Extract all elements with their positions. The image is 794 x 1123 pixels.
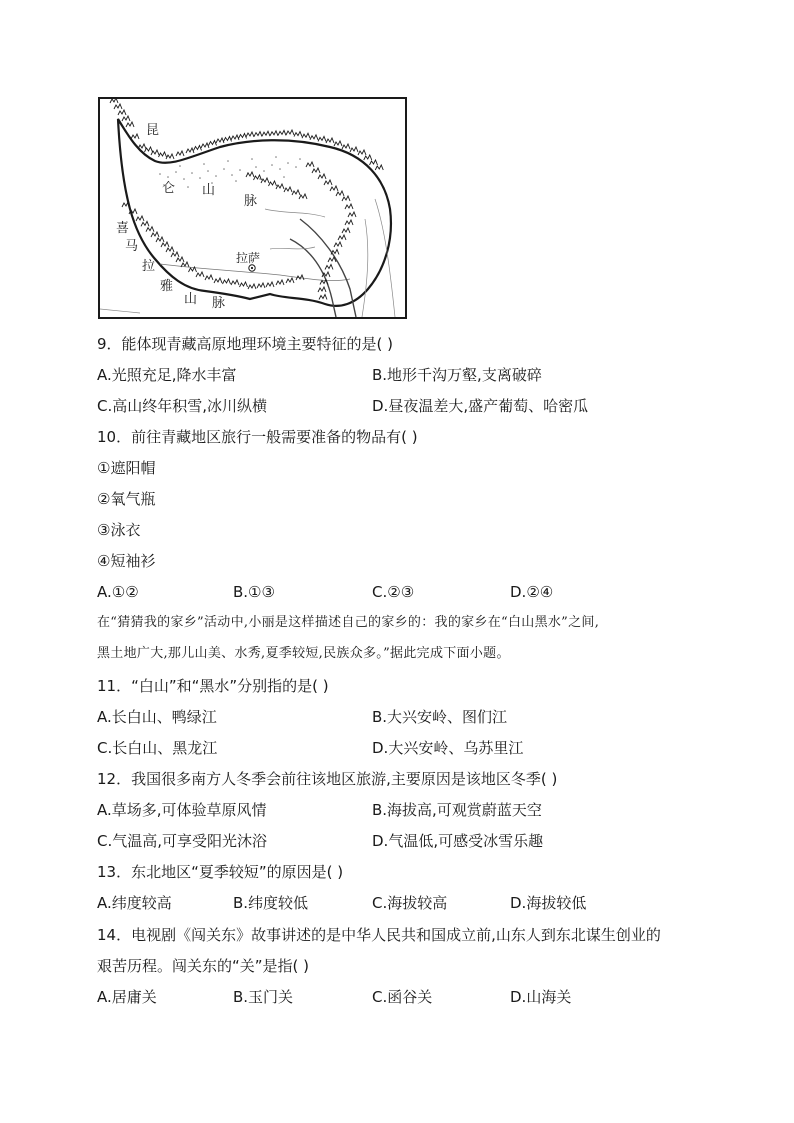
question-13-option-b[interactable]: B.纬度较低	[233, 894, 309, 912]
question-12-stem: 12．我国很多南方人冬季会前往该地区旅游,主要原因是该地区冬季( )	[97, 770, 558, 788]
mountain-peak-icon	[342, 144, 350, 149]
mountain-peak-icon	[216, 138, 224, 143]
mountain-peak-icon	[310, 135, 318, 140]
mountain-peak-icon	[345, 204, 353, 209]
mountain-peak-icon	[350, 147, 358, 152]
mountain-peak-icon	[342, 228, 350, 233]
mountain-peak-icon	[151, 232, 159, 237]
mountain-peak-icon	[209, 141, 217, 146]
mountain-peak-icon	[312, 168, 320, 173]
mountain-peak-icon	[118, 110, 126, 115]
mountain-peak-icon	[214, 278, 222, 283]
mountain-peak-icon	[166, 154, 174, 159]
river	[100, 309, 140, 313]
mountain-peak-icon	[146, 227, 154, 232]
tibet-plateau-map	[98, 97, 407, 319]
question-14-stem-line-2: 艰苦历程。闯关东的“关”是指( )	[97, 957, 310, 975]
question-12-option-b[interactable]: B.海拔高,可观赏蔚蓝天空	[372, 801, 542, 819]
question-13-stem: 13．东北地区“夏季较短”的原因是( )	[97, 863, 344, 881]
mountain-peak-icon	[194, 146, 202, 151]
question-9-option-a[interactable]: A.光照充足,降水丰富	[97, 366, 237, 384]
mountain-peak-icon	[325, 265, 333, 270]
river	[265, 209, 325, 217]
mountain-peak-icon	[318, 136, 326, 141]
river	[300, 219, 356, 317]
mountain-peak-icon	[239, 134, 247, 139]
label-lhasa: 拉萨	[236, 251, 261, 265]
mountain-peak-icon	[358, 150, 366, 155]
mountain-peak-icon	[302, 133, 310, 138]
label-xi: 喜	[116, 221, 130, 236]
mountain-peak-icon	[266, 282, 274, 287]
label-la: 拉	[142, 259, 156, 274]
question-10-option-a[interactable]: A.①②	[97, 583, 139, 601]
mountain-peak-icon	[161, 242, 169, 247]
label-mai2: 脉	[212, 296, 226, 311]
mountain-peak-icon	[269, 181, 277, 186]
label-ma: 马	[125, 239, 139, 254]
mountain-peak-icon	[205, 275, 213, 280]
mountain-peak-icon	[319, 295, 327, 300]
mountain-peak-icon	[306, 162, 314, 167]
mountain-peak-icon	[231, 280, 239, 285]
mountain-peak-icon	[324, 180, 332, 185]
river	[362, 219, 368, 317]
question-10-item-3: ③泳衣	[97, 521, 141, 539]
mountain-peak-icon	[261, 178, 269, 183]
question-14-option-c[interactable]: C.函谷关	[372, 988, 433, 1006]
passage-line-2: 黑土地广大,那儿山美、水秀,夏季较短,民族众多。”据此完成下面小题。	[97, 646, 510, 661]
question-11-option-c[interactable]: C.长白山、黑龙江	[97, 739, 218, 757]
passage-line-1: 在“猜猜我的家乡”活动中,小丽是这样描述自己的家乡的：我的家乡在“白山黑水”之间,	[97, 615, 600, 630]
label-lun: 仑	[162, 181, 176, 196]
question-10-item-2: ②氧气瓶	[97, 490, 156, 508]
mountain-peak-icon	[248, 284, 256, 289]
question-9-stem: 9．能体现青藏高原地理环境主要特征的是( )	[97, 335, 394, 353]
mountain-peak-icon	[141, 221, 149, 226]
mountain-peak-icon	[292, 190, 300, 195]
question-13-option-c[interactable]: C.海拔较高	[372, 894, 448, 912]
mountain-peak-icon	[240, 282, 248, 287]
mountain-peak-icon	[114, 104, 122, 109]
mountain-peak-icon	[231, 135, 239, 140]
mountain-peak-icon	[166, 247, 174, 252]
mountain-peak-icon	[330, 186, 338, 191]
mountain-peak-icon	[176, 151, 184, 156]
question-11-stem: 11．“白山”和“黑水”分别指的是( )	[97, 677, 329, 695]
question-14-option-a[interactable]: A.居庸关	[97, 988, 157, 1006]
mountain-peak-icon	[131, 134, 139, 139]
mountain-peak-icon	[334, 242, 342, 247]
mountain-peak-icon	[342, 196, 350, 201]
question-13-option-d[interactable]: D.海拔较低	[510, 894, 587, 912]
mountain-peak-icon	[276, 280, 284, 285]
question-11-option-d[interactable]: D.大兴安岭、乌苏里江	[372, 739, 524, 757]
question-10-item-4: ④短袖衫	[97, 552, 156, 570]
label-shan2: 山	[184, 292, 198, 307]
mountain-peak-icon	[278, 130, 286, 135]
question-12-option-d[interactable]: D.气温低,可感受冰雪乐趣	[372, 832, 544, 850]
label-mai1: 脉	[244, 194, 258, 209]
question-10-stem: 10．前往青藏地区旅行一般需要准备的物品有( )	[97, 428, 418, 446]
question-11-option-b[interactable]: B.大兴安岭、图们江	[372, 708, 508, 726]
mountain-peak-icon	[159, 152, 167, 157]
question-9-option-d[interactable]: D.昼夜温差大,盛产葡萄、哈密瓜	[372, 397, 589, 415]
label-ya: 雅	[160, 279, 174, 294]
question-10-option-c[interactable]: C.②③	[372, 583, 415, 601]
mountain-peak-icon	[286, 130, 294, 135]
mountain-peak-icon	[171, 252, 179, 257]
mountain-peak-icon	[224, 137, 232, 142]
label-kun: 昆	[146, 123, 160, 138]
question-14-stem-line-1: 14．电视剧《闯关东》故事讲述的是中华人民共和国成立前,山东人到东北谋生创业的	[97, 926, 661, 944]
question-9-option-b[interactable]: B.地形千沟万壑,支离破碎	[372, 366, 542, 384]
question-14-option-b[interactable]: B.玉门关	[233, 988, 294, 1006]
question-10-option-d[interactable]: D.②④	[510, 583, 554, 601]
mountain-peak-icon	[186, 148, 194, 153]
question-9-option-c[interactable]: C.高山终年积雪,冰川纵横	[97, 397, 268, 415]
mountain-peak-icon	[246, 132, 254, 137]
mountain-peak-icon	[276, 184, 284, 189]
mountain-peak-icon	[126, 122, 134, 127]
mountain-peak-icon	[286, 278, 294, 283]
mountain-peak-icon	[270, 131, 278, 136]
mountain-peak-icon	[364, 155, 372, 160]
question-12-option-a[interactable]: A.草场多,可体验草原风情	[97, 801, 267, 819]
question-10-option-b[interactable]: B.①③	[233, 583, 275, 601]
question-13-option-a[interactable]: A.纬度较高	[97, 894, 172, 912]
mountain-peak-icon	[294, 132, 302, 137]
mountain-peak-icon	[334, 141, 342, 146]
mountain-peak-icon	[201, 143, 209, 148]
mountain-peak-icon	[318, 174, 326, 179]
label-shan1: 山	[202, 183, 216, 198]
mountain-peak-icon	[345, 220, 353, 225]
mountain-peak-icon	[122, 116, 130, 121]
question-12-option-c[interactable]: C.气温高,可享受阳光沐浴	[97, 832, 268, 850]
question-14-option-d[interactable]: D.山海关	[510, 988, 572, 1006]
mountain-peak-icon	[338, 235, 346, 240]
mountain-peak-icon	[196, 272, 204, 277]
mountain-peak-icon	[246, 172, 254, 177]
question-10-item-1: ①遮阳帽	[97, 459, 156, 477]
mountain-peak-icon	[136, 216, 144, 221]
mountain-peak-icon	[318, 287, 326, 292]
question-11-option-a[interactable]: A.长白山、鸭绿江	[97, 708, 217, 726]
mountain-peak-icon	[326, 138, 334, 143]
mountain-peak-icon	[176, 257, 184, 262]
river	[270, 247, 315, 249]
mountain-peak-icon	[348, 212, 356, 217]
mountain-peak-icon	[156, 237, 164, 242]
mountain-peak-icon	[284, 187, 292, 192]
mountain-peak-icon	[336, 191, 344, 196]
mountain-peak-icon	[257, 283, 265, 288]
mountain-peak-icon	[375, 165, 383, 170]
mountain-peak-icon	[110, 99, 118, 103]
mountain-peak-icon	[262, 131, 270, 136]
mountain-peak-icon	[254, 132, 262, 137]
mountain-peak-icon	[223, 279, 231, 284]
mountain-peak-icon	[370, 160, 378, 165]
